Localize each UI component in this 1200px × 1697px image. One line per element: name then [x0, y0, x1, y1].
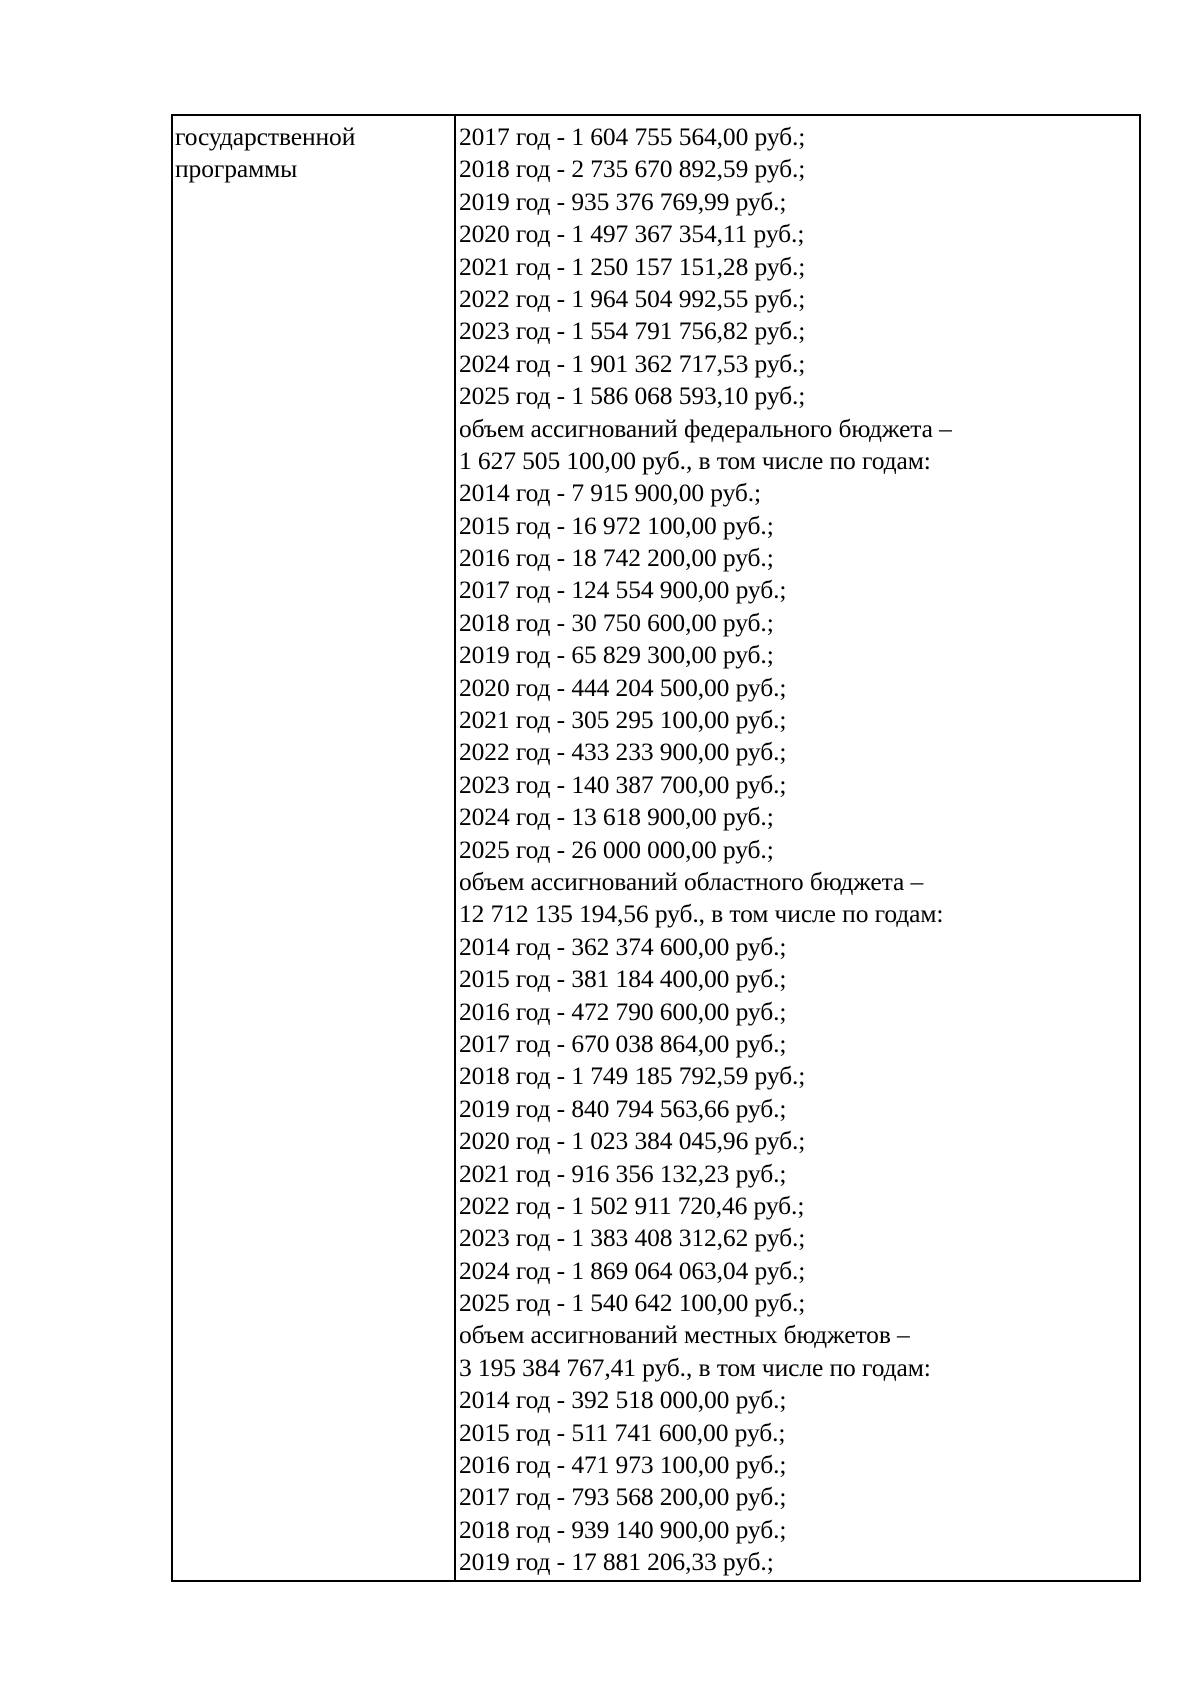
value-line: 2020 год - 1 023 384 045,96 руб.;	[459, 1126, 806, 1156]
value-line: 2017 год - 793 568 200,00 руб.;	[459, 1482, 787, 1512]
label-line: программы	[175, 154, 298, 184]
section-heading-line: объем ассигнований федерального бюджета –	[459, 413, 952, 443]
value-line: 2014 год - 392 518 000,00 руб.;	[459, 1385, 787, 1415]
value-line: 2017 год - 670 038 864,00 руб.;	[459, 1028, 787, 1058]
value-line: 2022 год - 1 502 911 720,46 руб.;	[459, 1190, 805, 1220]
label-line: государственной	[175, 122, 356, 151]
value-line: 2018 год - 30 750 600,00 руб.;	[459, 607, 774, 637]
budget-table	[171, 114, 1141, 1582]
table-cell-values	[456, 116, 1139, 1580]
value-line: 2018 год - 1 749 185 792,59 руб.;	[459, 1061, 806, 1091]
value-line: 2017 год - 1 604 755 564,00 руб.;	[459, 122, 806, 151]
value-line: 2015 год - 511 741 600,00 руб.;	[459, 1417, 786, 1447]
section-total-line: 3 195 384 767,41 руб., в том числе по годам:	[459, 1352, 931, 1382]
value-line: 2019 год - 840 794 563,66 руб.;	[459, 1093, 787, 1123]
value-line: 2021 год - 1 250 157 151,28 руб.;	[459, 251, 806, 281]
value-line: 2025 год - 1 540 642 100,00 руб.;	[459, 1288, 806, 1318]
value-line: 2014 год - 362 374 600,00 руб.;	[459, 931, 787, 961]
value-line: 2021 год - 916 356 132,23 руб.;	[459, 1158, 787, 1188]
value-line: 2025 год - 26 000 000,00 руб.;	[459, 834, 774, 864]
value-line: 2024 год - 1 901 362 717,53 руб.;	[459, 348, 806, 378]
value-line: 2025 год - 1 586 068 593,10 руб.;	[459, 381, 806, 411]
section-heading-line: объем ассигнований местных бюджетов –	[459, 1320, 910, 1350]
value-line: 2023 год - 1 383 408 312,62 руб.;	[459, 1223, 806, 1253]
value-line: 2014 год - 7 915 900,00 руб.;	[459, 478, 762, 508]
value-line: 2015 год - 16 972 100,00 руб.;	[459, 510, 774, 540]
value-line: 2019 год - 65 829 300,00 руб.;	[459, 640, 774, 670]
value-line: 2024 год - 13 618 900,00 руб.;	[459, 802, 774, 832]
section-total-line: 1 627 505 100,00 руб., в том числе по годам:	[459, 445, 931, 475]
value-line: 2016 год - 471 973 100,00 руб.;	[459, 1450, 787, 1480]
value-line: 2016 год - 472 790 600,00 руб.;	[459, 996, 787, 1026]
value-line: 2019 год - 17 881 206,33 руб.;	[459, 1547, 774, 1577]
value-line: 2018 год - 939 140 900,00 руб.;	[459, 1514, 787, 1544]
value-line: 2023 год - 1 554 791 756,82 руб.;	[459, 316, 806, 346]
value-line: 2020 год - 444 204 500,00 руб.;	[459, 672, 787, 702]
value-line: 2015 год - 381 184 400,00 руб.;	[459, 964, 787, 994]
value-line: 2022 год - 433 233 900,00 руб.;	[459, 737, 787, 767]
value-line: 2018 год - 2 735 670 892,59 руб.;	[459, 154, 806, 184]
value-line: 2020 год - 1 497 367 354,11 руб.;	[459, 219, 805, 249]
value-line: 2016 год - 18 742 200,00 руб.;	[459, 543, 774, 573]
table-cell-label	[173, 116, 456, 1580]
value-line: 2022 год - 1 964 504 992,55 руб.;	[459, 283, 806, 313]
value-line: 2021 год - 305 295 100,00 руб.;	[459, 705, 787, 735]
value-line: 2019 год - 935 376 769,99 руб.;	[459, 186, 787, 216]
value-line: 2024 год - 1 869 064 063,04 руб.;	[459, 1255, 806, 1285]
section-heading-line: объем ассигнований областного бюджета –	[459, 866, 924, 896]
value-line: 2023 год - 140 387 700,00 руб.;	[459, 769, 787, 799]
value-line: 2017 год - 124 554 900,00 руб.;	[459, 575, 787, 605]
section-total-line: 12 712 135 194,56 руб., в том числе по годам:	[459, 899, 944, 929]
